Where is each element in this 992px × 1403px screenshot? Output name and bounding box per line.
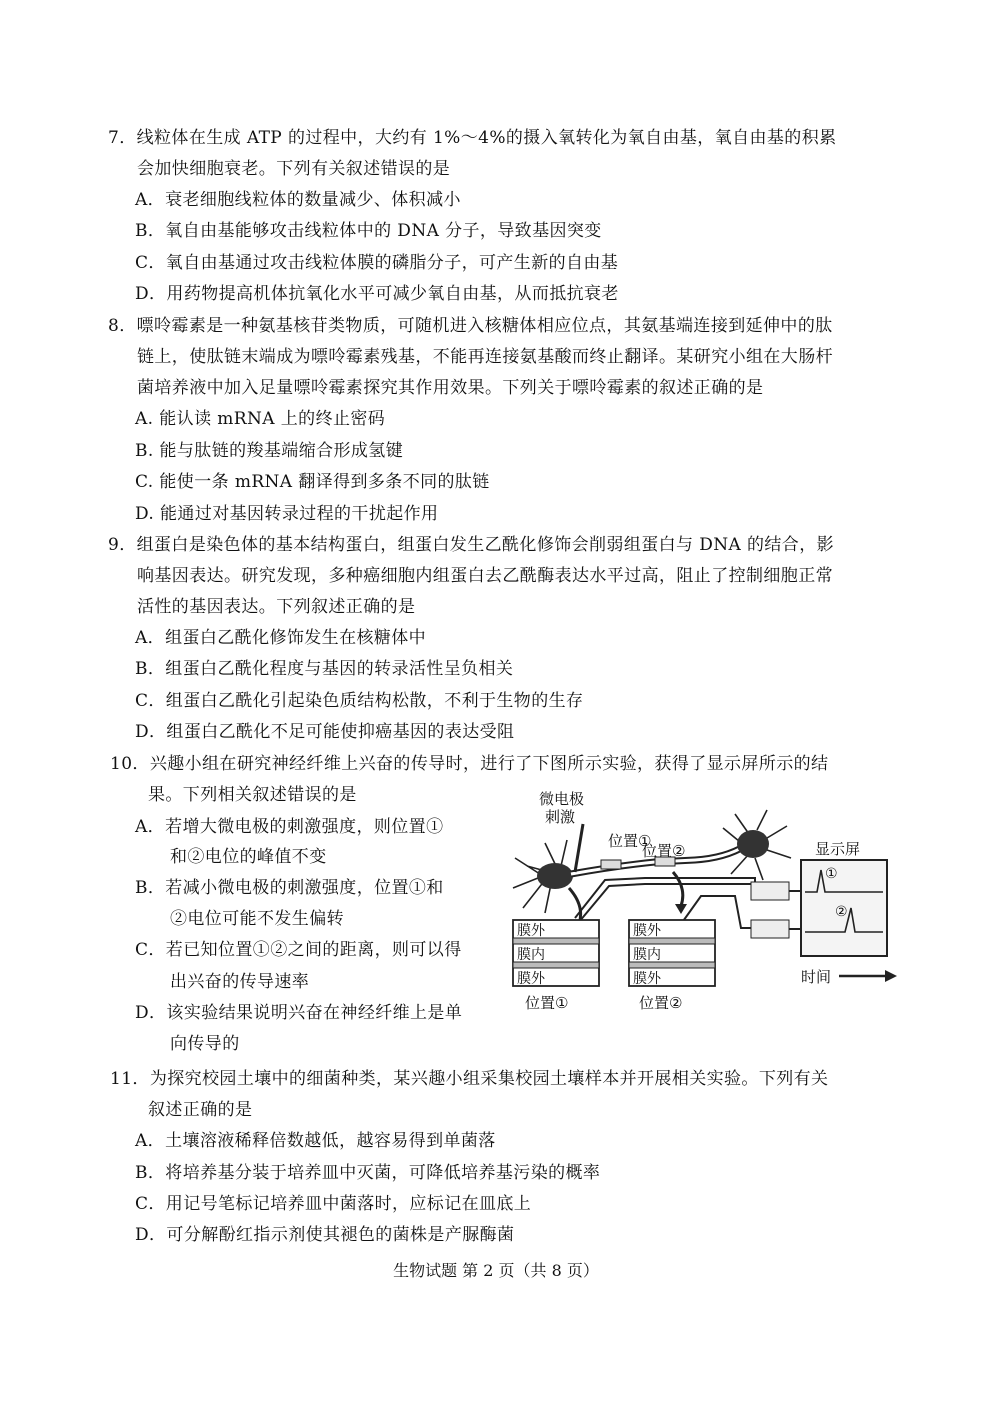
q10-option-c-line1: C．若已知位置①②之间的距离，则可以得 (135, 940, 462, 960)
svg-text:膜内: 膜内 (633, 947, 661, 963)
electrode-label-2: 刺激 (545, 808, 576, 826)
q10-option-b-line2: ②电位可能不发生偏转 (170, 909, 344, 929)
trace-1-label: ① (825, 866, 838, 882)
microelectrode (575, 824, 583, 872)
q7-option-c: C．氧自由基通过攻击线粒体膜的磷脂分子，可产生新的自由基 (135, 253, 619, 273)
screen-label: 显示屏 (815, 840, 861, 858)
q11-option-c: C．用记号笔标记培养皿中菌落时，应标记在皿底上 (135, 1194, 532, 1214)
q8-option-a: A. 能认读 mRNA 上的终止密码 (135, 409, 386, 429)
q7-option-d: D．用药物提高机体抗氧化水平可减少氧自由基，从而抵抗衰老 (135, 284, 619, 304)
q7-stem-line1: 7．线粒体在生成 ATP 的过程中，大约有 1%～4%的摄入氧转化为氧自由基，氧自由基的积累 (108, 128, 837, 148)
arrow-pos1 (569, 888, 581, 924)
q11-stem-line1: 11．为探究校园土壤中的细菌种类，某兴趣小组采集校园土壤样本并开展相关实验。下列有关 (110, 1069, 829, 1089)
svg-text:膜外: 膜外 (633, 923, 661, 939)
pos2-label-bottom: 位置② (639, 994, 683, 1012)
amplifier-1 (751, 882, 789, 900)
q7-stem-line2: 会加快细胞衰老。下列有关叙述错误的是 (137, 159, 451, 179)
q11-option-a: A．土壤溶液稀释倍数越低，越容易得到单菌落 (135, 1131, 496, 1151)
q10-option-a-line1: A．若增大微电极的刺激强度，则位置① (135, 817, 444, 837)
svg-text:膜外: 膜外 (633, 971, 661, 987)
q8-stem-line2: 链上，使肽链末端成为嘌呤霉素残基，不能再连接氨基酸而终止翻译。某研究小组在大肠杆 (137, 347, 833, 367)
q9-option-d: D．组蛋白乙酰化不足可能使抑癌基因的表达受阻 (135, 722, 515, 742)
q11-option-b: B．将培养基分装于培养皿中灭菌，可降低培养基污染的概率 (135, 1163, 601, 1183)
q10-stem-line1: 10．兴趣小组在研究神经纤维上兴奋的传导时，进行了下图所示实验，获得了显示屏所示的结 (110, 754, 829, 774)
q7-option-b: B．氧自由基能够攻击线粒体中的 DNA 分子，导致基因突变 (135, 221, 602, 241)
q10-stem-line2: 果。下列相关叙述错误的是 (148, 785, 357, 805)
q8-option-b: B. 能与肽链的羧基端缩合形成氢键 (135, 441, 404, 461)
q9-stem-line1: 9．组蛋白是染色体的基本结构蛋白，组蛋白发生乙酰化修饰会削弱组蛋白与 DNA 的结合，影 (108, 535, 835, 555)
electrode-label-1: 微电极 (539, 790, 585, 808)
q8-option-d: D. 能通过对基因转录过程的干扰起作用 (135, 504, 439, 524)
q9-stem-line3: 活性的基因表达。下列叙述正确的是 (137, 597, 416, 617)
q10-option-a-line2: 和②电位的峰值不变 (170, 847, 327, 867)
page-footer: 生物试题 第 2 页（共 8 页） (393, 1261, 599, 1280)
right-neuron-body (737, 830, 769, 858)
q10-option-c-line2: 出兴奋的传导速率 (170, 972, 310, 992)
svg-text:膜内: 膜内 (517, 947, 545, 963)
q11-stem-line2: 叙述正确的是 (148, 1100, 253, 1120)
membrane-box-2 (629, 920, 715, 987)
q9-option-a: A．组蛋白乙酰化修饰发生在核糖体中 (135, 628, 427, 648)
q9-option-c: C．组蛋白乙酰化引起染色质结构松散，不利于生物的生存 (135, 691, 584, 711)
pos1-label-bottom: 位置① (525, 994, 569, 1012)
q9-stem-line2: 响基因表达。研究发现，多种癌细胞内组蛋白去乙酰酶表达水平过高，阻止了控制细胞正常 (137, 566, 833, 586)
q10-option-d-line1: D．该实验结果说明兴奋在神经纤维上是单 (135, 1003, 463, 1023)
left-neuron-body (537, 863, 573, 889)
q10-option-b-line1: B．若减小微电极的刺激强度，位置①和 (135, 878, 444, 898)
time-label: 时间 (801, 968, 832, 986)
trace-2-label: ② (835, 904, 848, 920)
q8-option-c: C. 能使一条 mRNA 翻译得到多条不同的肽链 (135, 472, 490, 492)
q7-option-a: A．衰老细胞线粒体的数量减少、体积减小 (135, 190, 461, 210)
pos2-label-top: 位置② (642, 842, 686, 860)
q10-option-d-line2: 向传导的 (170, 1034, 240, 1054)
membrane-box-1 (513, 920, 599, 987)
q8-stem-line3: 菌培养液中加入足量嘌呤霉素探究其作用效果。下列关于嘌呤霉素的叙述正确的是 (137, 378, 764, 398)
nerve-conduction-diagram (505, 788, 900, 1038)
svg-text:膜外: 膜外 (517, 923, 545, 939)
amplifier-2 (751, 920, 789, 938)
svg-text:膜外: 膜外 (517, 971, 545, 987)
electrode-pos1 (601, 860, 621, 869)
q8-stem-line1: 8．嘌呤霉素是一种氨基核苷类物质，可随机进入核糖体相应位点，其氨基端连接到延伸中的肽 (108, 316, 833, 336)
pos1-label-top: 位置① (608, 832, 652, 850)
q9-option-b: B．组蛋白乙酰化程度与基因的转录活性呈负相关 (135, 659, 514, 679)
q11-option-d: D．可分解酚红指示剂使其褪色的菌株是产脲酶菌 (135, 1225, 515, 1245)
